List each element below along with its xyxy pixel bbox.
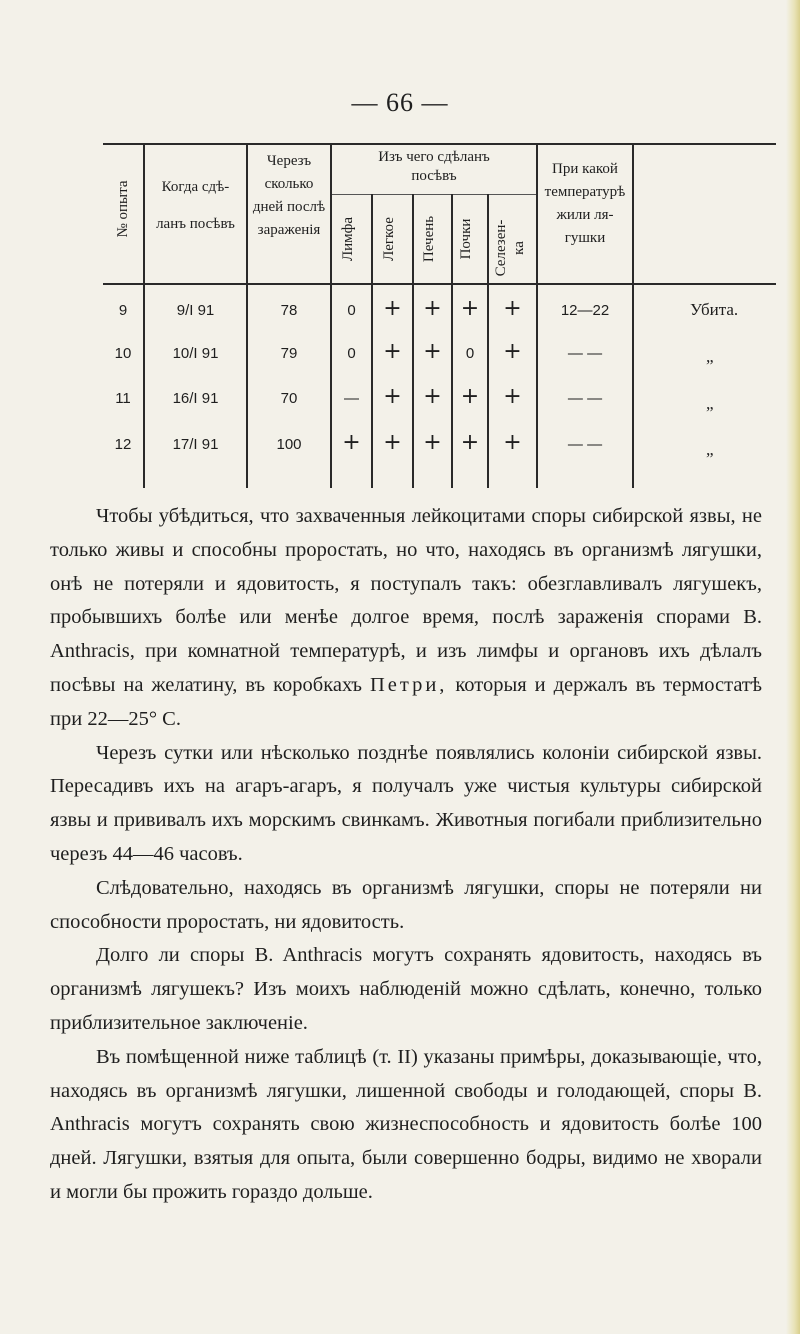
cell-temp: — — [567,436,603,453]
cell-note: „ [706,347,714,366]
header-temp-line: жили ля- [556,207,614,223]
cell-temp: 12—22 [560,302,610,319]
table-top-rule [103,143,776,145]
col-divider [632,143,634,488]
cell-spleen: + [503,384,522,409]
cell-liver: + [423,296,442,321]
paragraph: Долго ли споры B. Anthracis могутъ сохранять ядовитость, находясь въ организмѣ лягушекъ? Изъ моихъ наблюденій можно сдѣлать, конечно, только приблизительное заключеніе. [50,944,762,1034]
cell-days: 78 [280,302,298,319]
header-date-line: Когда сдѣ- [161,179,230,195]
header-spleen [492,209,532,287]
header-kidney: Почки [458,218,474,260]
cell-liver: + [423,384,442,409]
cell-num: 12 [114,436,132,453]
header-source-line: посѣвъ [411,168,457,184]
paragraph [50,500,762,737]
cell-note: Убита. [690,300,739,319]
cell-days: 79 [280,345,298,362]
paragraph: Черезъ сутки или нѣсколько позднѣе появлялись колоніи сибирской язвы. Пересадивъ ихъ на агаръ-агаръ, я получалъ уже чистыя культуры сибирской язвы и прививалъ ихъ морскимъ свинкамъ. Животныя погибали приблизительно черезъ 44—46 часовъ. [50,741,762,865]
cell-note: „ [706,440,714,459]
cell-lymph: + [342,430,361,455]
header-experiment-number: № опыта [115,180,131,238]
cell-num: 9 [118,302,128,319]
header-source-line: Изъ чего сдѣланъ [378,149,490,165]
header-lymph: Лимфа [340,216,356,262]
cell-lung: + [383,296,402,321]
header-temperature [538,158,632,250]
author-name: Петри, [369,673,448,696]
paragraph-text: которыя и держалъ въ термостатѣ при 22—25° C. [50,673,762,730]
cell-lymph: 0 [347,302,356,319]
cell-num: 11 [115,390,131,407]
header-temp-line: гушки [564,230,606,246]
header-date [145,176,246,236]
header-bottom-rule [103,283,776,285]
cell-kidney: + [460,296,480,321]
header-days [248,150,330,242]
cell-note: „ [706,394,714,413]
cell-spleen: + [503,296,522,321]
header-days-line: зараженія [257,222,321,238]
cell-liver: + [423,430,442,455]
cell-kidney: + [460,430,480,455]
cell-lung: + [383,339,402,364]
cell-kidney: + [460,384,480,409]
cell-liver: + [423,339,442,364]
cell-lymph: — [344,390,359,407]
cell-days: 70 [280,390,298,407]
cell-lung: + [383,384,402,409]
paragraph-text: Чтобы убѣдиться, что захваченныя лейкоцитами споры сибирской язвы, не только живы и способны проростать, но что, находясь въ организмѣ лягушки, онѣ не потеряли и ядовитость, я поступалъ такъ: обезглавливалъ лягушекъ, пробывшихъ болѣе или менѣе долгое время, послѣ зараженія спорами B. Anthracis, при комнатной температурѣ, и изъ лимфы и органовъ ихъ дѣлалъ посѣвы на желатину, въ коробкахъ [50,505,762,696]
cell-date: 10/I 91 [172,345,219,362]
cell-num: 10 [114,345,132,362]
cell-days: 100 [276,436,302,453]
cell-temp: — — [567,390,603,407]
header-spleen-line: Селезен- [493,219,509,277]
header-date-line: ланъ посѣвъ [156,216,235,232]
cell-kidney: 0 [465,345,475,362]
body-text [50,500,762,1210]
header-spleen-line: ка [511,241,527,255]
header-lung: Легкое [381,217,397,261]
header-days-line: сколько [264,176,314,192]
header-liver: Печень [421,215,437,263]
header-source [332,148,536,186]
cell-date: 16/I 91 [172,390,219,407]
results-table [0,0,800,500]
cell-date: 9/I 91 [176,302,215,319]
cell-spleen: + [503,430,522,455]
paragraph: Въ помѣщенной ниже таблицѣ (т. II) указаны примѣры, доказывающіе, что, находясь въ организмѣ лягушки, лишенной свободы и голодающей, споры B. Anthracis могутъ сохранять свою жизнеспособность и ядовитость болѣе 100 дней. Лягушки, взятыя для опыта, были совершенно бодры, видимо не хворали и могли бы прожить гораздо дольше. [50,1045,762,1203]
page-number: — 66 — [351,88,449,117]
paragraph: Слѣдовательно, находясь въ организмѣ лягушки, споры не потеряли ни способности проростать, ни ядовитость. [50,876,762,933]
cell-lymph: 0 [347,345,356,362]
header-temp-line: температурѣ [544,184,626,200]
subheader-rule [330,194,536,195]
cell-date: 17/I 91 [172,436,219,453]
cell-spleen: + [503,339,522,364]
header-days-line: Черезъ [266,153,312,169]
cell-lung: + [383,430,402,455]
header-days-line: дней послѣ [252,199,326,215]
header-temp-line: При какой [552,161,618,177]
cell-temp: — — [567,345,603,362]
